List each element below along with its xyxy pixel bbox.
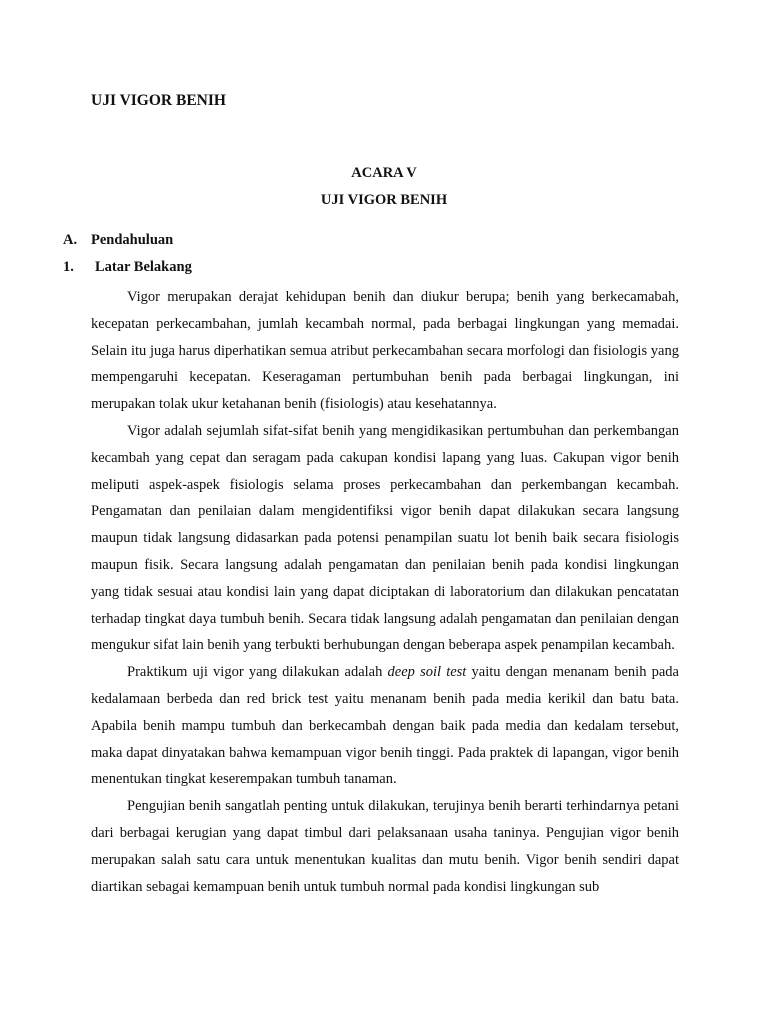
paragraph-3 [91, 659, 679, 793]
paragraph-4: Pengujian benih sangatlah penting untuk dilakukan, terujinya benih berarti terhindarnya petani dari berbagai kerugian yang dapat timbul dari pelaksanaan usaha taninya. Pengujian vigor benih merupakan salah satu cara untuk menentukan kualitas dan mutu benih. Vigor benih sendiri dapat diartikan sebagai kemampuan benih untuk tumbuh normal pada kondisi lingkungan sub [91, 798, 679, 895]
paragraph-3-italic-term: deep soil test [387, 664, 467, 681]
paragraph-2: Vigor adalah sejumlah sifat-sifat benih yang mengidikasikan pertumbuhan dan perkembangan kecambah yang cepat dan seragam pada cakupan kondisi lapang yang luas. Cakupan vigor benih meliputi aspek-aspek fisiologis selama proses perkecambahan dan perkembangan kecambah. Pengamatan dan penilaian dalam mengidentifiksi vigor benih dapat dilakukan secara langsung maupun tidak langsung didasarkan pada potensi penampilan suatu lot benih baik secara fisiologis maupun fisik. Secara langsung adalah pengamatan dan penilaian benih pada kondisi lingkungan yang tidak sesuai atau kondisi lain yang dapat diciptakan di laboratorium dan dilakukan pencatatan terhadap tingkat daya tumbuh benih. Secara tidak langsung adalah pengamatan dan penilaian dengan mengukur sifat lain benih yang terbukti berhubungan dengan beberapa aspek penampilan kecambah. [91, 422, 679, 654]
subsection-title: Latar Belakang [95, 259, 192, 275]
section-title: Pendahuluan [91, 232, 174, 248]
subsection-number: 1. [63, 259, 74, 275]
body-text [91, 284, 679, 900]
paragraph-3-before: Praktikum uji vigor yang dilakukan adalah [127, 664, 388, 681]
paragraph-1: Vigor merupakan derajat kehidupan benih dan diukur berupa; benih yang berkecamabah, kecepatan perkecambahan, jumlah kecambah normal, pada berbagai lingkungan yang memadai. Selain itu juga harus diperhatikan semua atribut perkecambahan secara morfologi dan fisiologis yang mempengaruhi kecepatan. Keseragaman pertumbuhan benih pada berbagai lingkungan, ini merupakan tolak ukur ketahanan benih (fisiologis) atau kesehatannya. [91, 289, 679, 413]
paragraph-3-after: yaitu dengan menanam benih pada kedalamaan berbeda dan red brick test yaitu menanam benih pada media kerikil dan batu bata. Apabila benih mampu tumbuh dan berkecambah dengan baik pada media dan kedalam tersebut, maka dapat dinyatakan bahwa kemampuan vigor benih tinggi. Pada praktek di lapangan, vigor benih menentukan tingkat keserempakan tumbuh tanaman. [91, 664, 679, 788]
subsection-heading [63, 259, 192, 276]
chapter-title: UJI VIGOR BENIH [320, 192, 448, 208]
chapter-number: ACARA V [351, 165, 417, 181]
section-number: A. [63, 232, 78, 248]
document-title: UJI VIGOR BENIH [91, 92, 226, 109]
section-heading [63, 232, 173, 249]
